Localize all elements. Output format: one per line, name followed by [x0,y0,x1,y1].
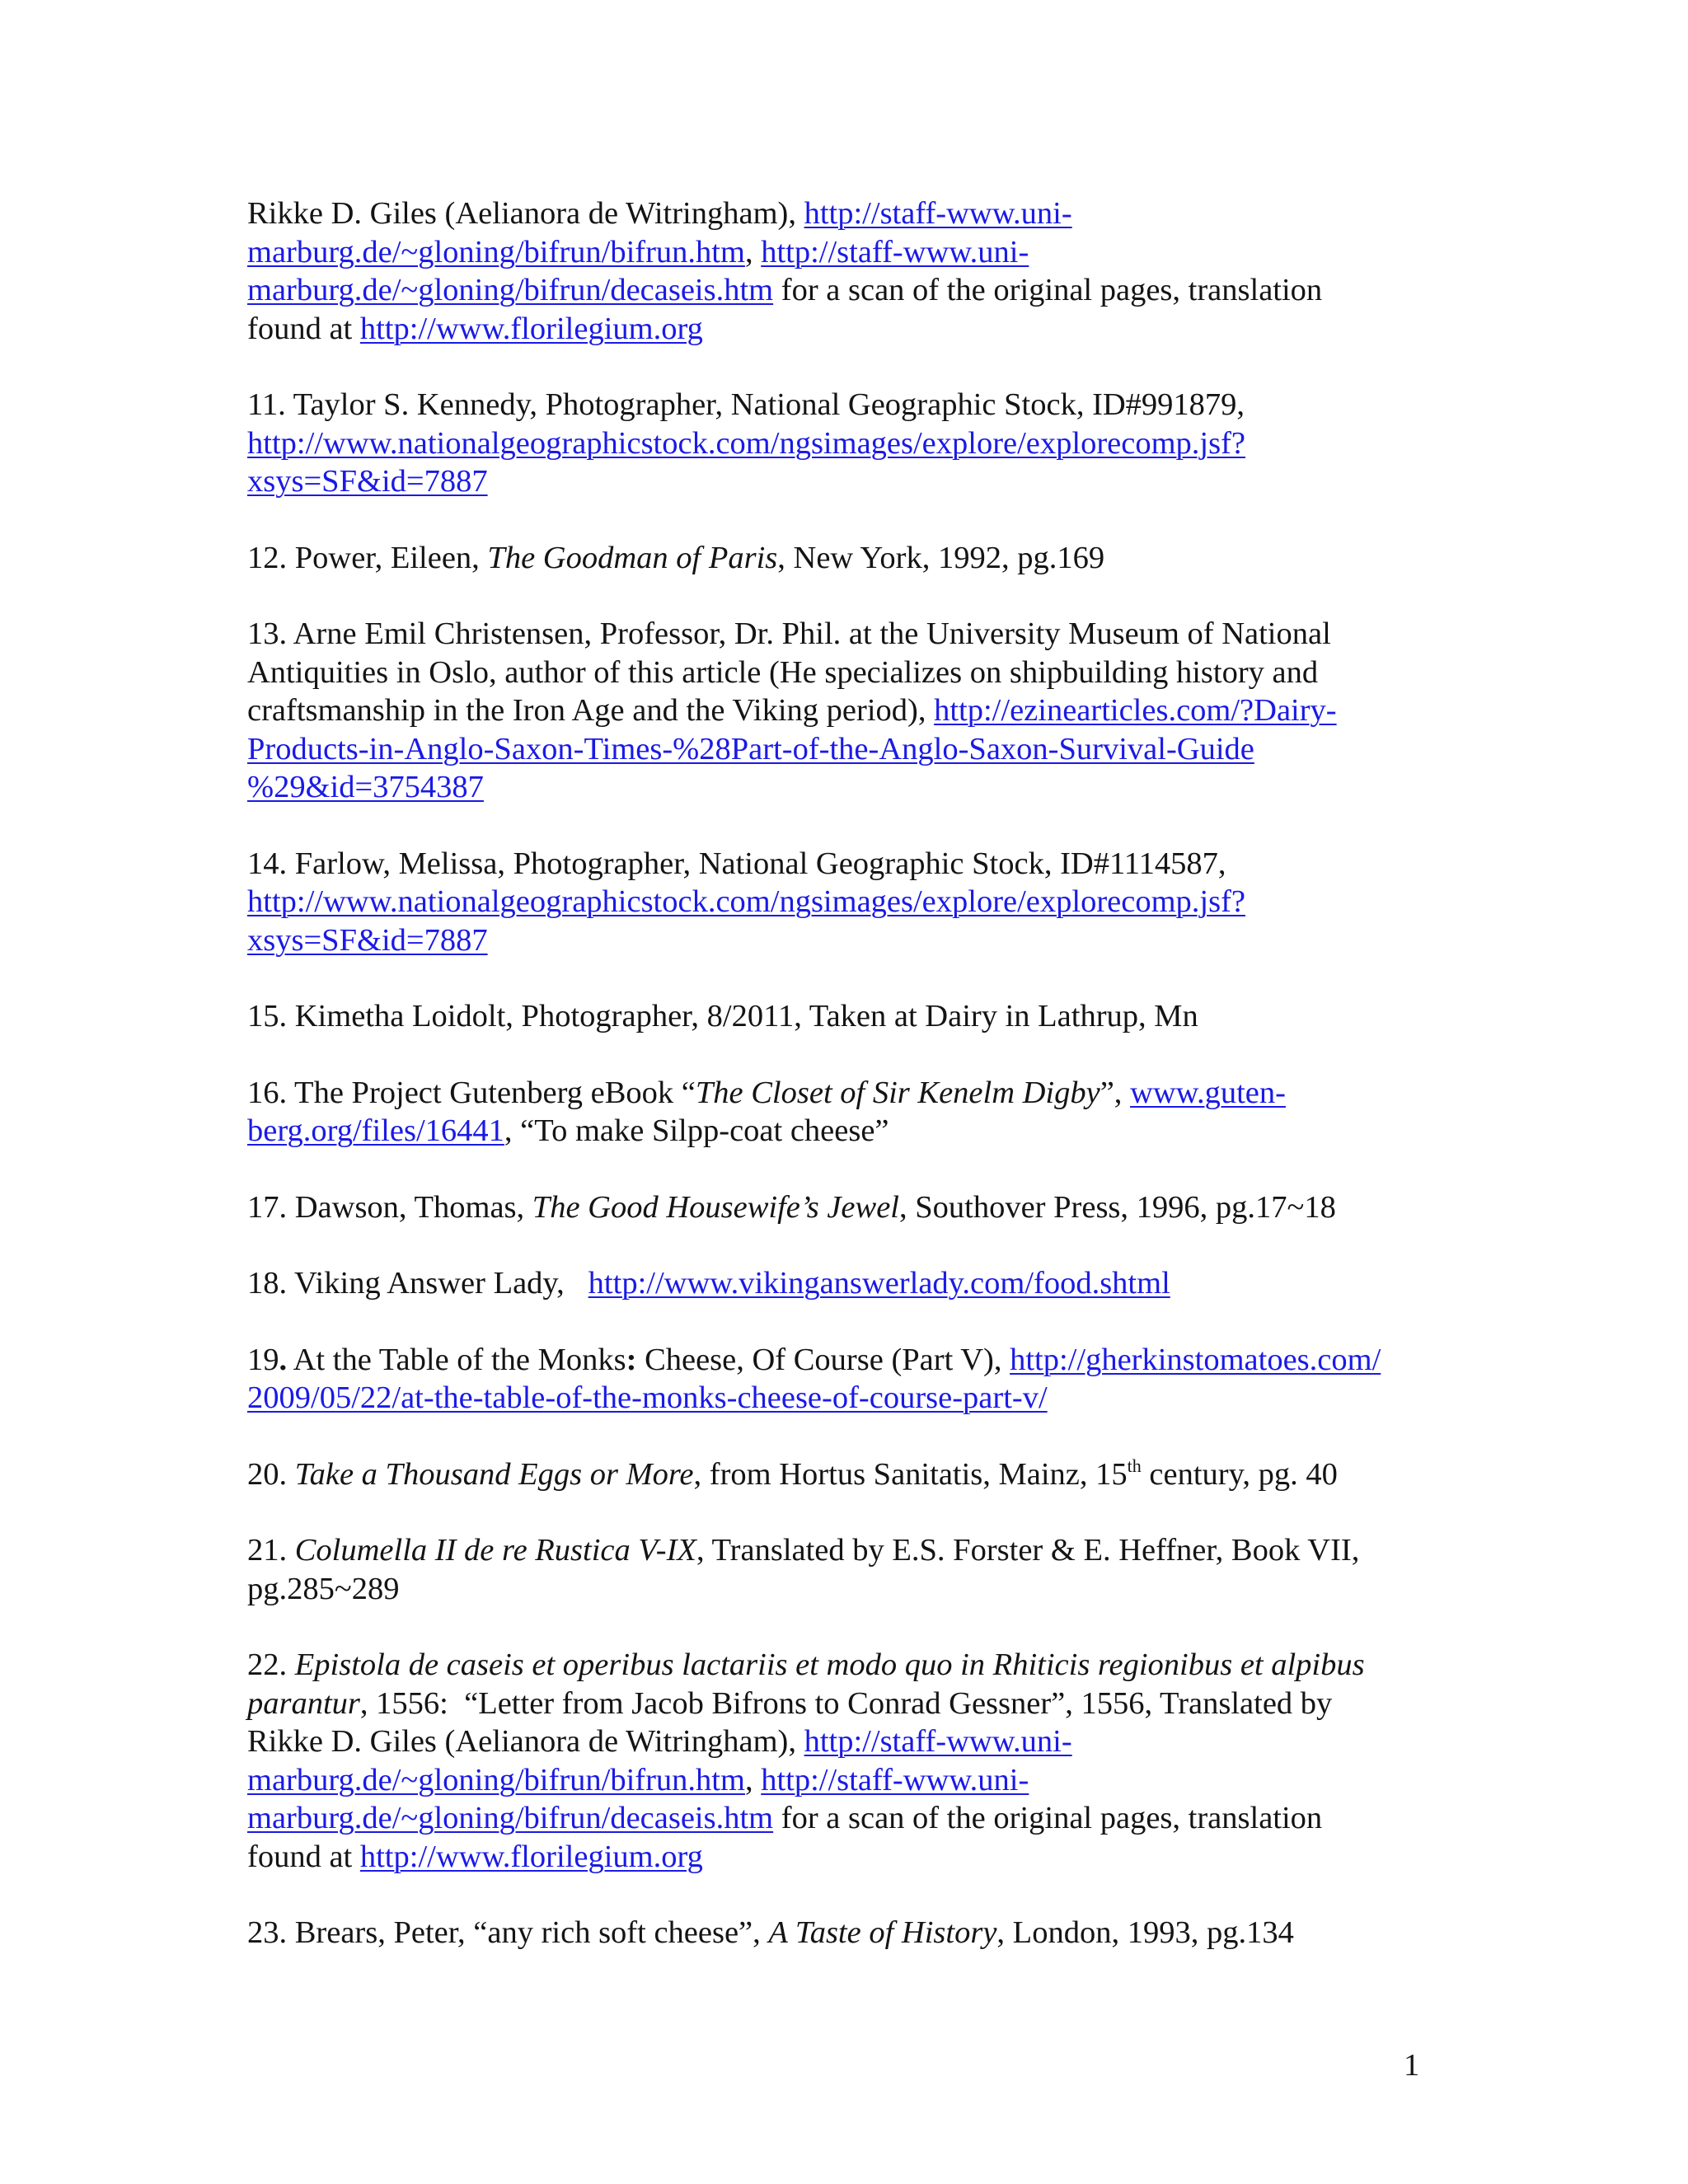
reference-line [247,1264,1459,1303]
reference-entry [247,539,1459,578]
reference-line [247,233,1459,272]
reference-entry [247,845,1459,960]
reference-link[interactable]: xsys=SF&id=7887 [247,922,488,958]
reference-line [247,1914,1459,1952]
reference-link[interactable]: marburg.de/~gloning/bifrun/bifrun.htm [247,1762,745,1797]
italic-title: The Closet of Sir Kenelm Digby [695,1075,1100,1110]
reference-link[interactable]: http://ezinearticles.com/?Dairy- [934,693,1337,728]
reference-line [247,424,1459,463]
reference-line [247,1112,1459,1151]
reference-link[interactable]: http://www.vikinganswerlady.com/food.shtml [588,1266,1170,1301]
italic-title: The Goodman of Paris [487,540,778,575]
reference-text: Rikke D. Giles (Aelianora de Witringham), [247,196,804,231]
ordinal-superscript: th [1127,1455,1142,1476]
italic-title: The Good Housewife’s Jewel [532,1189,899,1225]
reference-entry [247,1074,1459,1151]
reference-text: , Translated by E.S. Forster & E. Heffner, Book VII, [696,1533,1360,1568]
reference-line [247,691,1459,730]
italic-title: Columella II de re Rustica V-IX [294,1533,696,1568]
reference-link[interactable]: 2009/05/22/at-the-table-of-the-monks-cheese-of-course-part-v/ [247,1380,1048,1415]
reference-link[interactable]: http://www.nationalgeographicstock.com/ngsimages/explore/explorecomp.jsf? [247,425,1246,461]
reference-text: , “To make Silpp-coat cheese” [504,1113,889,1148]
reference-text: , from Hortus Sanitatis, Mainz, 15 [693,1456,1128,1492]
reference-link[interactable]: marburg.de/~gloning/bifrun/decaseis.htm [247,1801,774,1835]
reference-text: Cheese, Of Course (Part V), [636,1342,1010,1377]
reference-link[interactable]: Products-in-Anglo-Saxon-Times-%28Part-of-the-Anglo-Saxon-Survival-Guide [247,731,1254,766]
reference-line [247,194,1459,233]
reference-line [247,768,1459,807]
reference-entry [247,194,1459,348]
reference-entry [247,1341,1459,1418]
italic-title: Epistola de caseis et operibus lactariis et modo quo in Rhiticis regionibus et alpibus [294,1647,1365,1682]
reference-line [247,1531,1459,1570]
reference-link[interactable]: xsys=SF&id=7887 [247,464,488,499]
reference-link[interactable]: marburg.de/~gloning/bifrun/decaseis.htm [247,273,774,307]
reference-text: 22. [247,1647,295,1682]
reference-text: for a scan of the original pages, translation [773,273,1323,307]
italic-title: Take a Thousand Eggs or More [294,1456,694,1492]
reference-line [247,1761,1459,1800]
reference-entry [247,1455,1459,1494]
page-number: 1 [1404,2048,1420,2083]
reference-line [247,539,1459,578]
reference-text: 19 [247,1342,279,1377]
reference-line [247,1074,1459,1113]
reference-text: pg.285~289 [247,1571,400,1606]
reference-text: , [744,1762,762,1797]
reference-entry [247,997,1459,1036]
reference-text: , New York, 1992, pg.169 [777,540,1105,575]
reference-link[interactable]: http://staff-www.uni- [804,1724,1072,1759]
reference-entry [247,1188,1459,1227]
reference-line [247,1722,1459,1761]
reference-entry [247,1646,1459,1876]
reference-link[interactable]: http://www.nationalgeographicstock.com/ngsimages/explore/explorecomp.jsf? [247,884,1246,919]
reference-link[interactable]: http://staff-www.uni- [804,196,1072,231]
reference-line [247,1646,1459,1685]
reference-line [247,1379,1459,1418]
reference-line [247,1455,1459,1494]
reference-line [247,654,1459,692]
italic-title: A Taste of History [768,1915,997,1950]
reference-text: 14. Farlow, Melissa, Photographer, National Geographic Stock, ID#1114587, [247,846,1226,881]
reference-text: century, pg. 40 [1141,1456,1338,1492]
reference-text: found at [247,311,360,346]
reference-text: 11. Taylor S. Kennedy, Photographer, National Geographic Stock, ID#991879, [247,387,1245,422]
reference-line [247,615,1459,654]
reference-entry [247,1531,1459,1608]
reference-text: ”, [1100,1075,1131,1110]
bold-punctuation: : [626,1342,637,1377]
reference-line [247,310,1459,349]
reference-text: 12. Power, Eileen, [247,540,488,575]
reference-text: Antiquities in Oslo, author of this article (He specializes on shipbuilding history and [247,654,1319,690]
reference-link[interactable]: %29&id=3754387 [247,770,484,804]
reference-text: 20. [247,1456,295,1492]
reference-line [247,386,1459,424]
reference-line [247,845,1459,883]
reference-link[interactable]: berg.org/files/16441 [247,1113,504,1148]
reference-text: 16. The Project Gutenberg eBook “ [247,1075,696,1110]
reference-line [247,1685,1459,1723]
reference-list [247,194,1459,1990]
reference-entry [247,1914,1459,1952]
italic-title: parantur [247,1685,360,1721]
reference-text: 21. [247,1533,295,1568]
reference-entry [247,1264,1459,1303]
reference-text: , 1556: “Letter from Jacob Bifrons to Conrad Gessner”, 1556, Translated by [359,1685,1333,1721]
reference-line [247,1188,1459,1227]
reference-text: 13. Arne Emil Christensen, Professor, Dr. Phil. at the University Museum of National [247,616,1331,651]
reference-text: , London, 1993, pg.134 [996,1915,1294,1950]
reference-line [247,462,1459,501]
reference-text: 15. Kimetha Loidolt, Photographer, 8/2011, Taken at Dairy in Lathrup, Mn [247,999,1198,1033]
reference-text: , [744,234,762,269]
reference-line [247,730,1459,769]
reference-link[interactable]: http://www.florilegium.org [359,1839,703,1874]
reference-link[interactable]: http://gherkinstomatoes.com/ [1010,1342,1381,1377]
reference-line [247,1341,1459,1380]
reference-text: 18. Viking Answer Lady, [247,1266,588,1301]
reference-link[interactable]: marburg.de/~gloning/bifrun/bifrun.htm [247,234,745,269]
reference-text: , Southover Press, 1996, pg.17~18 [898,1189,1336,1225]
bold-punctuation: . [279,1342,288,1377]
reference-line [247,1838,1459,1877]
reference-text: for a scan of the original pages, translation [773,1801,1323,1835]
reference-line [247,1570,1459,1609]
reference-link[interactable]: http://www.florilegium.org [359,311,703,346]
reference-text: found at [247,1839,360,1874]
reference-line [247,997,1459,1036]
reference-line [247,883,1459,921]
reference-text: 23. Brears, Peter, “any rich soft cheese”, [247,1915,769,1950]
reference-link[interactable]: http://staff-www.uni- [761,234,1029,269]
reference-link[interactable]: www.guten- [1130,1075,1286,1110]
reference-line [247,921,1459,960]
reference-entry [247,615,1459,807]
reference-text: Rikke D. Giles (Aelianora de Witringham), [247,1724,804,1759]
reference-entry [247,386,1459,501]
reference-link[interactable]: http://staff-www.uni- [761,1762,1029,1797]
reference-text: 17. Dawson, Thomas, [247,1189,532,1225]
reference-line [247,271,1459,310]
reference-line [247,1799,1459,1838]
reference-text: craftsmanship in the Iron Age and the Viking period), [247,693,935,728]
reference-text: At the Table of the Monks [287,1342,626,1377]
